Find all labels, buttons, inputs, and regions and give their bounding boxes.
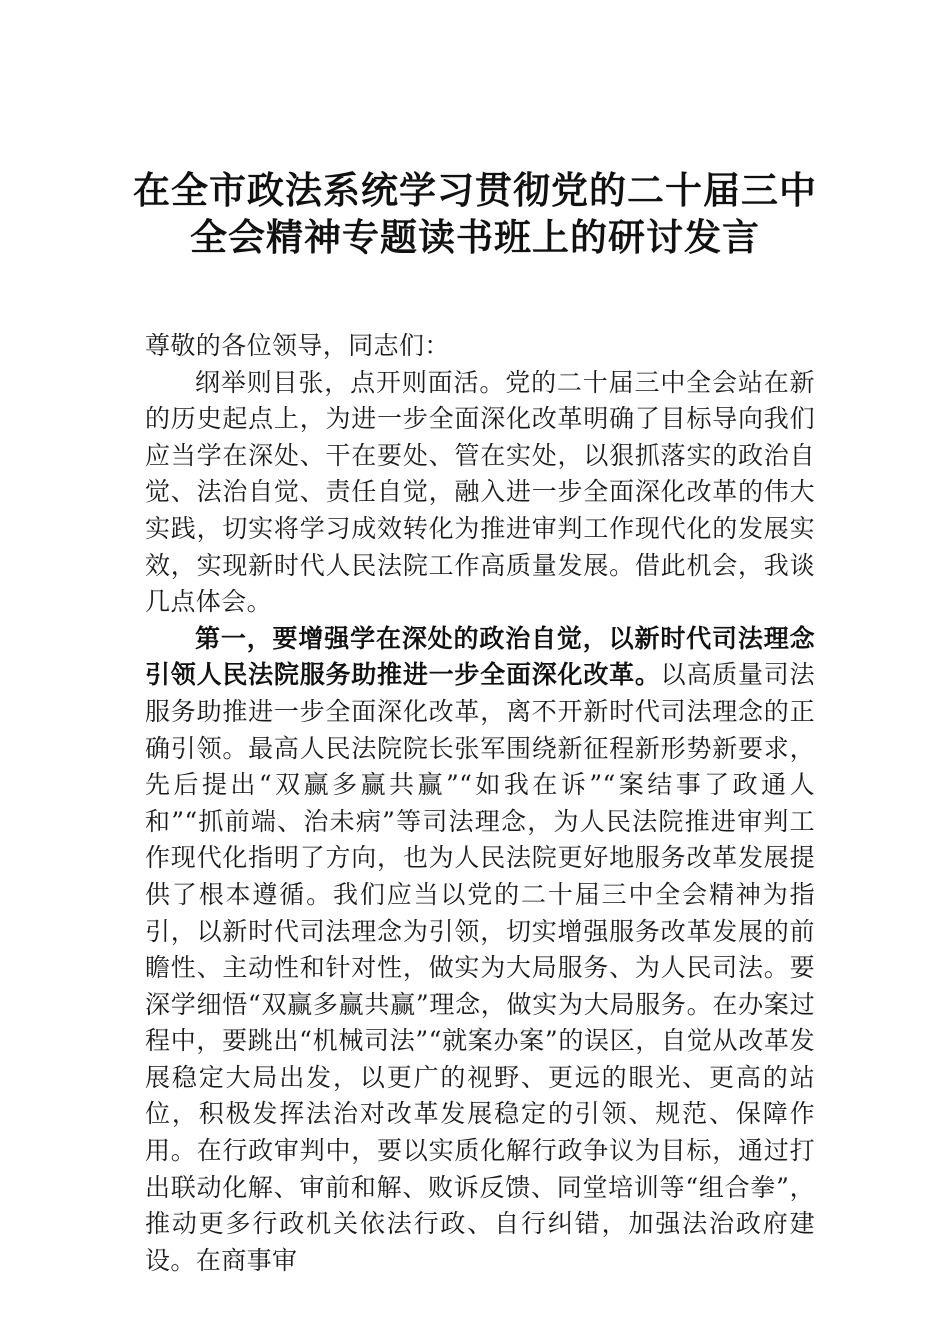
paragraph-2-lead: 第一，要增强学在深处的政治自觉，以新时代司法理念引领人民法院服务助推进一步全面深化改革。: [145, 623, 815, 690]
document-body: [145, 328, 815, 1279]
paragraph-2-body: 以高质量司法服务助推进一步全面深化改革，离不开新时代司法理念的正确引领。最高人民法院院长张军围绕新征程新形势新要求，先后提出“双赢多赢共赢”“如我在诉”“案结事了政通人和”“抓前端、治未病”等司法理念，为人民法院推进审判工作现代化指明了方向，也为人民法院更好地服务改革发展提供了根本遵循。我们应当以党的二十届三中全会精神为指引，以新时代司法理念为引领，切实增强服务改革发展的前瞻性、主动性和针对性，做实为大局服务、为人民司法。要深学细悟“双赢多赢共赢”理念，做实为大局服务。在办案过程中，要跳出“机械司法”“就案办案”的误区，自觉从改革发展稳定大局出发，以更广的视野、更远的眼光、更高的站位，积极发挥法治对改革发展稳定的引领、规范、保障作用。在行政审判中，要以实质化解行政争议为目标，通过打出联动化解、审前和解、败诉反馈、同堂培训等“组合拳”，推动更多行政机关依法行政、自行纠错，加强法治政府建设。在商事审: [145, 660, 815, 1275]
greeting: 尊敬的各位领导，同志们：: [145, 331, 450, 360]
document-title-line-1: 在全市政法系统学习贯彻党的二十届三中: [133, 168, 817, 212]
paragraph-2: [145, 621, 815, 1280]
paragraph-1: 纲举则目张，点开则面活。党的二十届三中全会站在新的历史起点上，为进一步全面深化改革明确了目标导向我们应当学在深处、干在要处、管在实处，以狠抓落实的政治自觉、法治自觉、责任自觉，融入进一步全面深化改革的伟大实践，切实将学习成效转化为推进审判工作现代化的发展实效，实现新时代人民法院工作高质量发展。借此机会，我谈几点体会。: [145, 367, 815, 617]
document-title-line-2: 全会精神专题读书班上的研讨发言: [190, 215, 760, 259]
